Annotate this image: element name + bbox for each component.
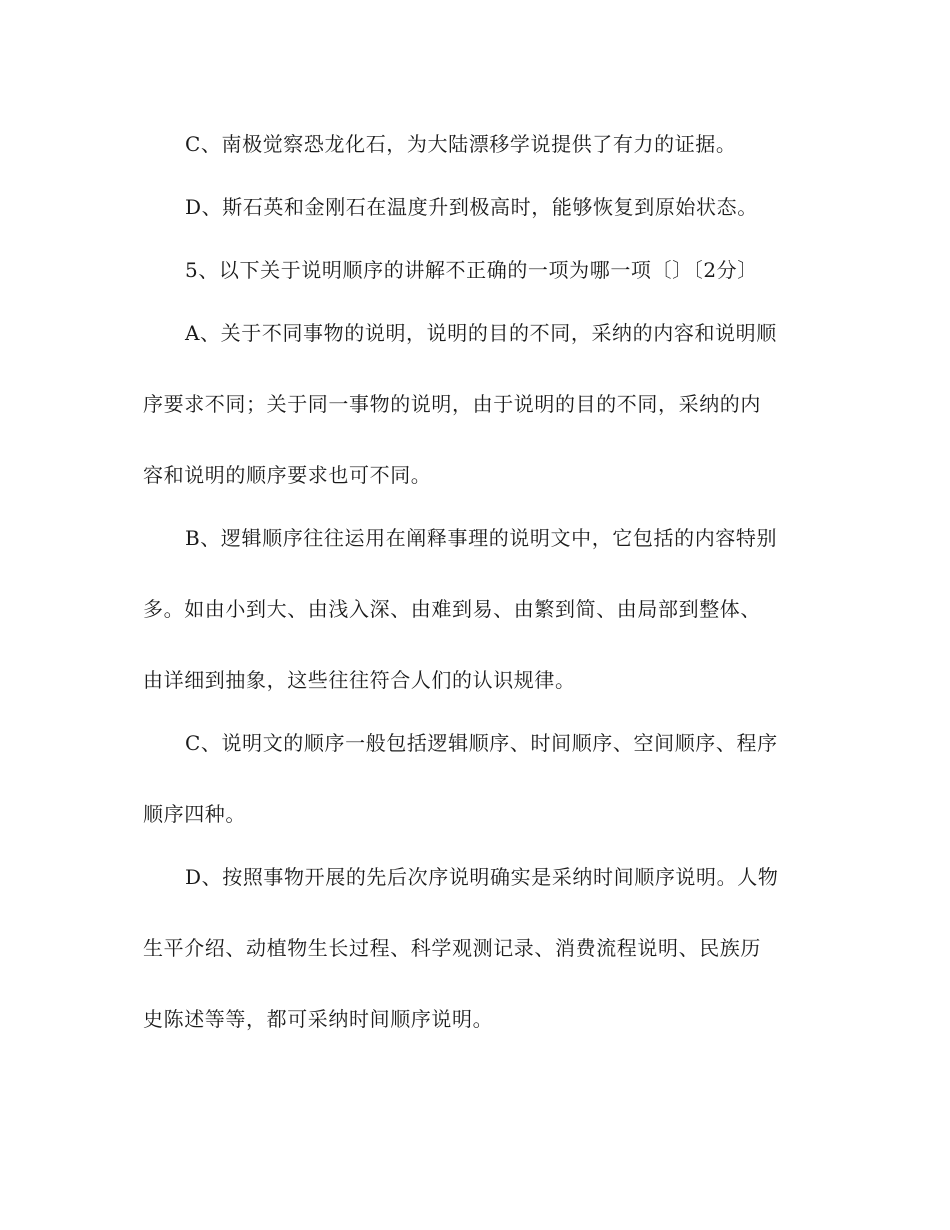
option-c-line: C、南极觉察恐龙化石，为大陆漂移学说提供了有力的证据。 bbox=[185, 132, 737, 156]
answer-b-line-1: B、逻辑顺序往往运用在阐释事理的说明文中，它包括的内容特别 bbox=[185, 526, 778, 550]
answer-a-line-2: 序要求不同；关于同一事物的说明，由于说明的目的不同，采纳的内 bbox=[143, 392, 761, 416]
answer-d-line-3: 史陈述等等，都可采纳时间顺序说明。 bbox=[143, 1007, 494, 1031]
option-d-line: D、斯石英和金刚石在温度升到极高时，能够恢复到原始状态。 bbox=[185, 195, 758, 219]
answer-a-line-1: A、关于不同事物的说明，说明的目的不同，采纳的内容和说明顺 bbox=[185, 321, 777, 345]
answer-c-line-1: C、说明文的顺序一般包括逻辑顺序、时间顺序、空间顺序、程序 bbox=[185, 731, 778, 755]
answer-d-line-2: 生平介绍、动植物生长过程、科学观测记录、消费流程说明、民族历 bbox=[143, 936, 761, 960]
answer-b-line-3: 由详细到抽象，这些往往符合人们的认识规律。 bbox=[143, 668, 576, 692]
answer-c-line-2: 顺序四种。 bbox=[143, 802, 246, 826]
answer-d-line-1: D、按照事物开展的先后次序说明确实是采纳时间顺序说明。人物 bbox=[185, 865, 779, 889]
question-5-line: 5、以下关于说明顺序的讲解不正确的一项为哪一项〔〕〔2分〕 bbox=[185, 258, 758, 282]
answer-a-line-3: 容和说明的顺序要求也可不同。 bbox=[143, 463, 432, 487]
answer-b-line-2: 多。如由小到大、由浅入深、由难到易、由繁到简、由局部到整体、 bbox=[143, 597, 761, 621]
